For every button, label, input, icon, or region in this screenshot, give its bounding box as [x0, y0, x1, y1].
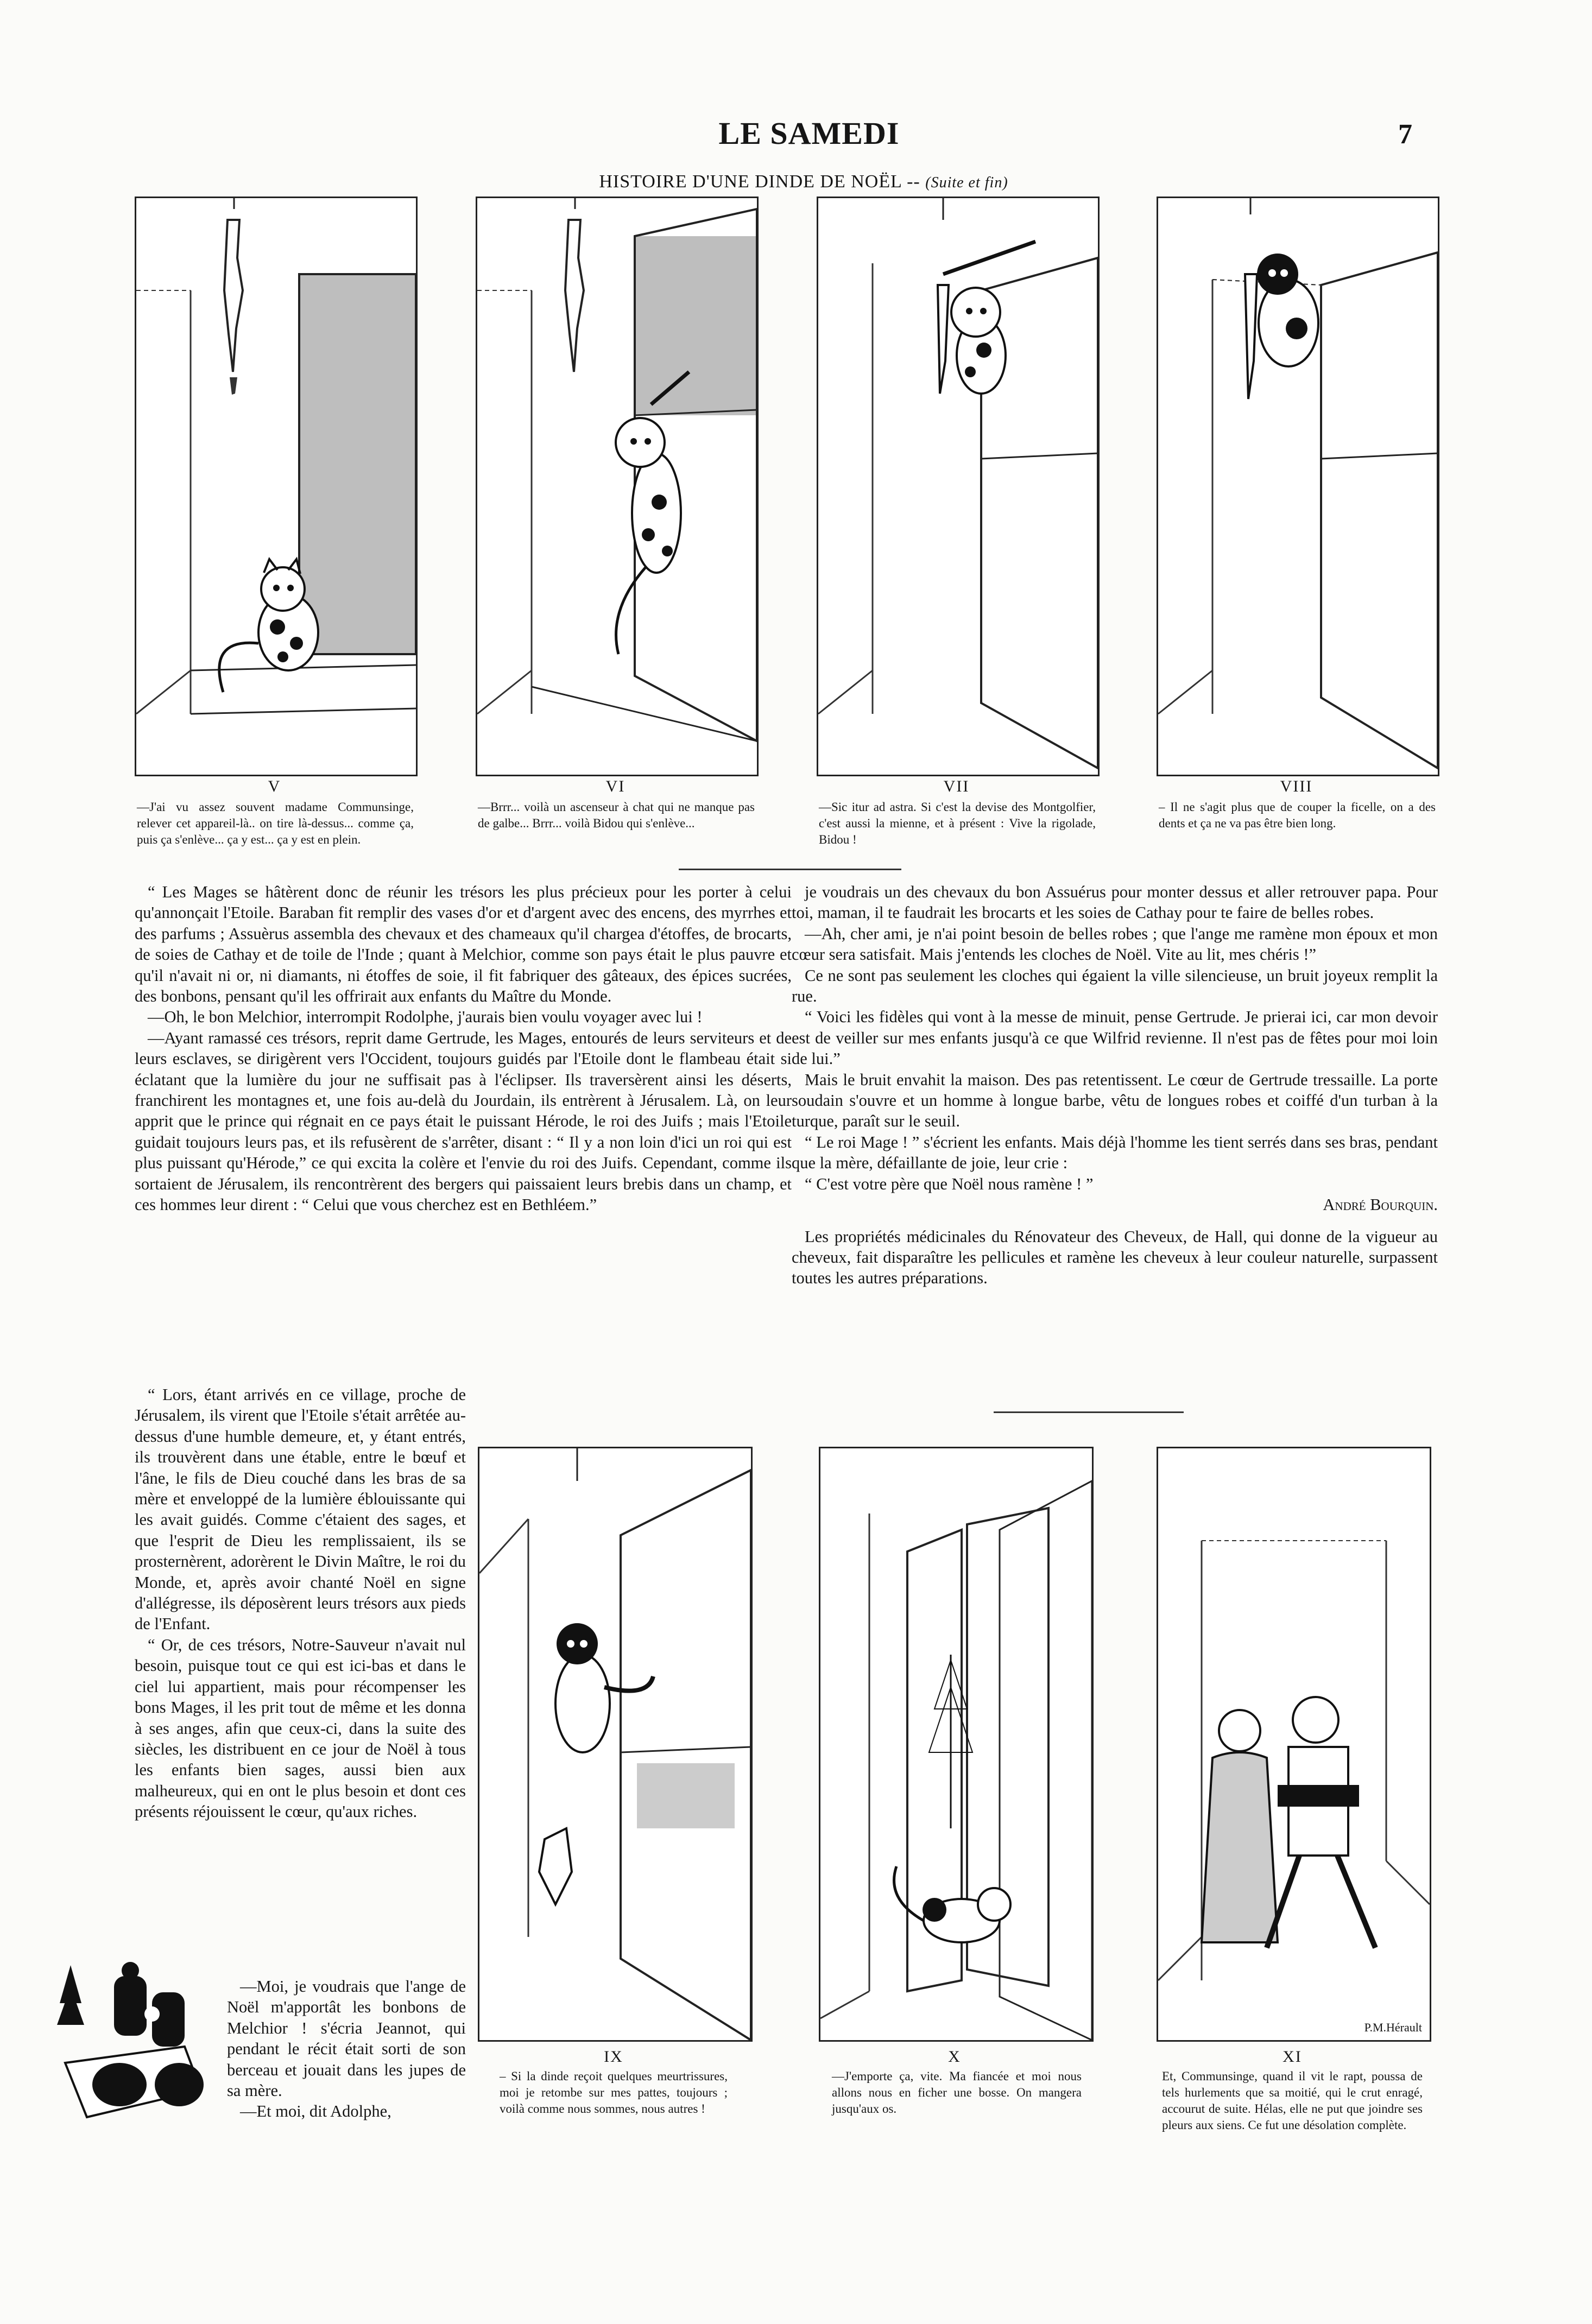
panel-caption-v: —J'ai vu assez souvent madame Communsinge, relever cet appareil-là.. on tire là-dessus... comme ça, puis ça s'enlève... ça y est... ça y est en plein.: [137, 800, 414, 846]
article-paragraph: —Oh, le bon Melchior, interrompit Rodolphe, j'aurais bien voulu voyager avec lui !: [148, 1008, 703, 1027]
comic-panel-vi: [476, 197, 759, 776]
cat-figure-vii: [938, 285, 1006, 394]
panel-caption-xi: Et, Communsinge, quand il vit le rapt, poussa de tels hurlements que sa moitié, qui le crut enragé, accourut de suite. Hélas, elle ne put que joindre ses pleurs aux siens. Ce fut une désolation complète.: [1162, 2069, 1423, 2132]
article-paragraph: “ Les Mages se hâtèrent donc de réunir les trésors les plus précieux pour les porter à celui qu'annonçait l'Etoile. Baraban fit remplir des vases d'or et d'argent avec des encens, des myrrhes et des parfums ; Assuèrus assembla des chevaux et des chameaux qu'il chargea d'étoffes, de brocarts, de soies de Cathay et de toile de l'Inde ; quant à Melchior, comme son pays était le plus pauvre et qu'il n'avait ni or, ni diamants, ni étoffes de soie, il fit fabriquer des gâteaux, des épices sucrées, des bonbons, pensant qu'il les offrirait aux enfants du Maître du Monde.: [135, 883, 792, 1006]
comic-panel-x: [819, 1447, 1094, 2042]
panel-ix-drawing: [479, 1448, 751, 2040]
cat-figure-ix: [555, 1623, 653, 1752]
article-paragraph: je voudrais un des chevaux du bon Assuérus pour monter dessus et aller retrouver papa. Pour toi, maman, il te faudrait les brocarts et les soies de Cathay pour te faire de belles robes.: [792, 883, 1438, 922]
panel-numeral-viii: VIII: [1280, 777, 1313, 795]
article-column-left: [135, 882, 792, 1215]
comic-panel-viii: [1157, 197, 1439, 776]
man-figure-xi: [1267, 1697, 1375, 1948]
subtitle-suffix: (Suite et fin): [925, 174, 1008, 191]
comic-panel-vii: [817, 197, 1100, 776]
article-paragraph: “ Voici les fidèles qui vont à la messe de minuit, pense Gertrude. Je prierai ici, car mon devoir est de veiller sur mes enfants jusqu'à ce que Wilfrid revienne. Il n'est pas de fêtes pour moi loin de lui.”: [792, 1008, 1438, 1068]
turkey-figure-ix: [539, 1828, 572, 1904]
panel-caption-ix: – Si la dinde reçoit quelques meurtrissures, moi je retombe sur mes pattes, toujours ; voilà comme nous sommes, nous autres !: [500, 2069, 728, 2116]
article-paragraph: “ Le roi Mage ! ” s'écrient les enfants. Mais déjà l'homme les tient serrés dans ses bras, pendant que la mère, défaillante de joie, leur crie :: [792, 1132, 1438, 1173]
article-paragraph: “ Or, de ces trésors, Notre-Sauveur n'avait nul besoin, puisque tout ce qui est ici-bas et dans le ciel lui appartient, mais pour récompenser les bons Mages, il les prit tout de même et les donna à ses anges, afin que ceux-ci, dans la suite des siècles, les distribuent en ce jour de Noël à tous les enfants bien sages, aussi bien aux malheureux, qui en ont le plus besoin et dont ces présents réjouissent le cœur, qu'aux riches.: [135, 1635, 466, 1821]
article-paragraph: —Ayant ramassé ces trésors, reprit dame Gertrude, les Mages, entourés de leurs serviteurs et de leurs esclaves, se dirigèrent vers l'Occident, toujours guidés par l'Etoile dont le flambeau était si éclatant que la lumière du jour ne suffisait pas à l'éclipser. Ils traversèrent ainsi les déserts, franchirent les montagnes et, une fois au-delà du Jourdain, ils entrèrent à Jérusalem. Là, on leur apprit que le prince qui régnait en ce pays était le puissant Hérode, le roi des Juifs ; mais l'Etoile guidait toujours leurs pas, et ils refusèrent de s'arrêter, disant : “ Il y a non loin d'ici un roi qui est plus puissant qu'Hérode,” ce qui excita la colère et l'envie du roi des Juifs. Cependant, comme ils sortaient de Jérusalem, ils rencontrèrent des bergers qui paissaient leurs brebis dans un champ, et ces hommes leur dirent : “ Celui que vous cherchez est en Bethléem.”: [135, 1028, 792, 1214]
comic-panel-ix: [478, 1447, 753, 2042]
section-divider-bottom: [994, 1411, 1184, 1413]
panel-numeral-x: X: [948, 2048, 961, 2066]
article-paragraph: “ C'est votre père que Noël nous ramène ! ”: [805, 1174, 1094, 1193]
cat-figure-viii: [1245, 254, 1318, 399]
panel-numeral-vi: VI: [605, 777, 626, 795]
author-signature: André Bourquin.: [1323, 1195, 1438, 1214]
article-column-inset: [227, 1976, 466, 2122]
advertisement-text: Les propriétés médicinales du Rénovateur des Cheveux, de Hall, qui donne de la vigueur au cheveux, fait disparaître les pellicules et ramène les cheveux à leur couleur naturelle, surpassent toutes les autres préparations.: [792, 1227, 1438, 1288]
newspaper-title: LE SAMEDI: [718, 116, 900, 151]
panel-xi-drawing: [1158, 1448, 1430, 2040]
story-subtitle: [521, 172, 1086, 192]
article-column-right: [792, 882, 1438, 1289]
panel-caption-vii: —Sic itur ad astra. Si c'est la devise des Montgolfier, c'est aussi la mienne, et à présent : Vive la rigolade, Bidou !: [819, 800, 1096, 846]
panel-x-drawing: [820, 1448, 1092, 2040]
article-paragraph: —Ah, cher ami, je n'ai point besoin de belles robes ; que l'ange me ramène mon époux et mon cœur sera satisfait. Mais j'entends les cloches de Noël. Vite au lit, mes chéris !”: [792, 924, 1438, 964]
comic-panel-v: [135, 197, 418, 776]
panel-numeral-xi: XI: [1283, 2048, 1302, 2066]
panel-numeral-ix: IX: [604, 2048, 623, 2066]
article-column-left-narrow: [135, 1384, 466, 1822]
comic-panel-xi: [1157, 1447, 1431, 2042]
panel-numeral-v: V: [268, 777, 281, 795]
subtitle-text: HISTOIRE D'UNE DINDE DE NOËL --: [599, 172, 920, 192]
article-paragraph: —Moi, je voudrais que l'ange de Noël m'apportât les bonbons de Melchior ! s'écria Jeannot, qui pendant le récit était sorti de son berceau et jouait dans les jupes de sa mère.: [227, 1977, 466, 2100]
panel-caption-vi: —Brrr... voilà un ascenseur à chat qui ne manque pas de galbe... Brrr... voilà Bidou qui s'enlève...: [478, 800, 755, 830]
woman-figure-xi: [1202, 1710, 1278, 1942]
article-paragraph: Ce ne sont pas seulement les cloches qui égaient la ville silencieuse, un bruit joyeux remplit la rue.: [792, 966, 1438, 1006]
panel-viii-drawing: [1158, 198, 1438, 775]
panel-vi-drawing: [477, 198, 757, 775]
page-number: 7: [1398, 119, 1412, 150]
panel-caption-x: —J'emporte ça, vite. Ma fiancée et moi nous allons nous en ficher une bosse. On mangera jusqu'aux os.: [832, 2069, 1082, 2116]
section-divider-top: [679, 869, 901, 870]
article-paragraph: “ Lors, étant arrivés en ce village, proche de Jérusalem, ils virent que l'Etoile s'était arrêtée au-dessus d'une humble demeure, et, y étant entrés, ils trouvèrent dans une étable, entre le bœuf et l'âne, le fils de Dieu couché dans les bras de sa mère et enveloppé de la lumière éblouissante qui les avait guidés. Comme c'étaient des sages, et que l'esprit de Dieu les remplissaient, ils se prosternèrent, adorèrent le Divin Maître, le roi du Monde, et, après avoir chanté Noël en signe d'allégresse, ils déposèrent leurs trésors aux pieds de l'Enfant.: [135, 1385, 466, 1633]
panel-vii-drawing: [818, 198, 1098, 775]
panel-numeral-vii: VII: [943, 777, 970, 795]
panel-caption-viii: – Il ne s'agit plus que de couper la ficelle, on a des dents et ça ne va pas être bien long.: [1159, 800, 1436, 830]
article-paragraph: —Et moi, dit Adolphe,: [240, 2102, 391, 2121]
children-vignette-image: [54, 1954, 217, 2166]
cat-figure-v: [219, 559, 318, 692]
article-paragraph: Mais le bruit envahit la maison. Des pas retentissent. Le cœur de Gertrude tressaille. La porte soudain s'ouvre et un homme à longue barbe, vêtu de longues robes et coiffé d'un turban à la turque, paraît sur le seuil.: [792, 1070, 1438, 1131]
artist-signature: P.M.Hérault: [1364, 2021, 1422, 2034]
panel-v-drawing: [136, 198, 416, 775]
